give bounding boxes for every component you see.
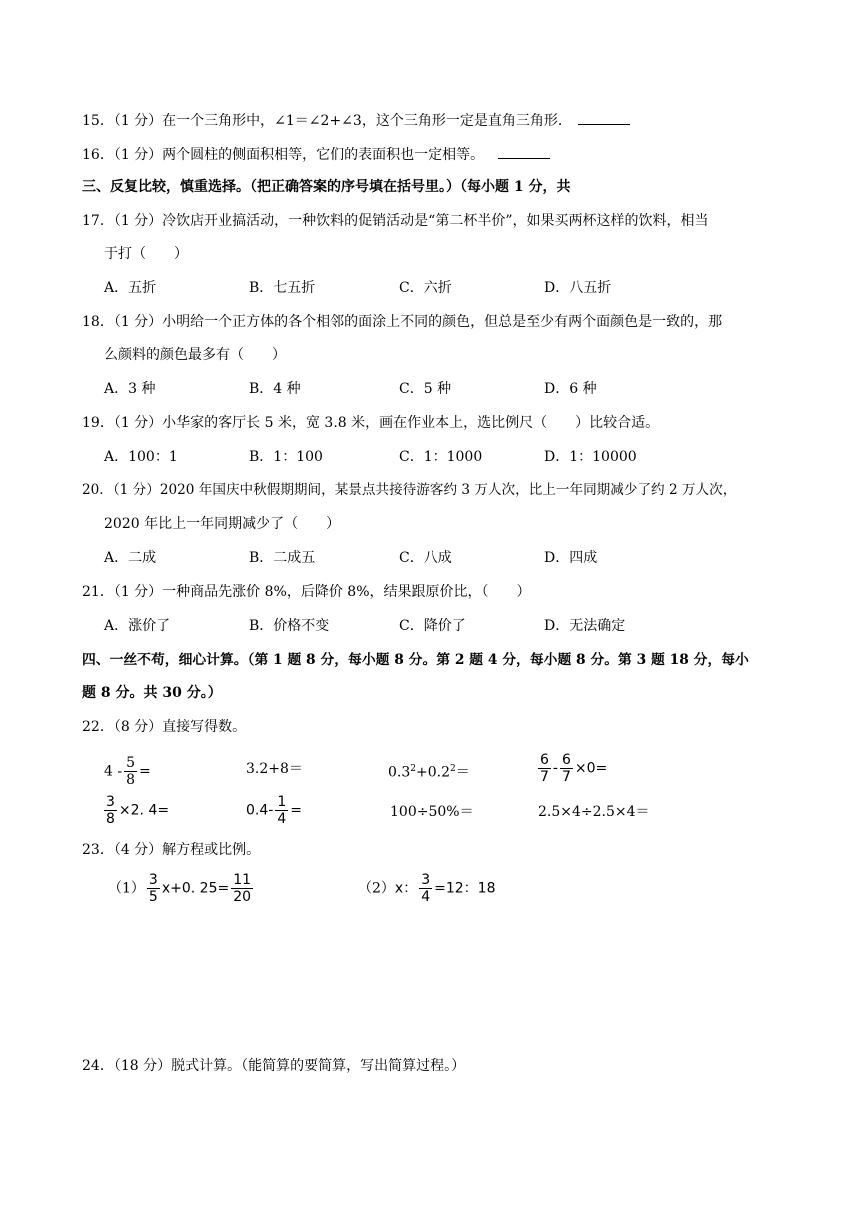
expr-5-post: ×2. 4=	[118, 802, 170, 819]
numerator: 3	[106, 794, 115, 810]
question-24: 24．（18 分）脱式计算。（能简算的要简算，写出简算过程。）	[82, 1058, 466, 1074]
expr-3-b: +0.2	[416, 764, 450, 781]
problem-2-label: （2）	[358, 880, 395, 897]
numerator: 6	[561, 752, 571, 768]
expr-7: 100÷50%＝	[390, 804, 474, 820]
question-21-options	[104, 616, 804, 636]
section-4-heading-line-1: 四、一丝不苟，细心计算。（第 1 题 8 分，每小题 8 分。第 2 题 4 分，每小题 8 分。第 3 题 18 分，每小	[82, 652, 749, 668]
option-b[interactable]: B．二成五	[249, 550, 316, 566]
option-d[interactable]: D．无法确定	[544, 618, 626, 634]
problem-1-mid: x+0. 25=	[161, 880, 230, 897]
exponent: 2	[410, 764, 416, 774]
section-3-heading: 三、反复比较，慎重选择。（把正确答案的序号填在括号里。）（每小题 1 分，共	[82, 179, 571, 195]
fraction	[275, 794, 288, 827]
option-b[interactable]: B．4 种	[249, 381, 301, 397]
expr-5	[102, 794, 169, 827]
option-a[interactable]: A．二成	[104, 550, 157, 566]
problem-2-pre: x：	[394, 880, 418, 897]
denominator: 20	[233, 889, 252, 905]
question-19-options	[104, 447, 804, 467]
section-4-heading-line-2: 题 8 分。共 30 分。）	[82, 685, 222, 701]
question-22-title: 22．（8 分）直接写得数。	[82, 719, 247, 735]
expr-3-a: 0.3	[388, 764, 411, 781]
expr-4-mid: -	[552, 760, 558, 777]
problem-1	[108, 872, 255, 905]
expr-2: 3.2+8＝	[246, 761, 303, 777]
denominator: 4	[277, 811, 287, 827]
numerator: 1	[277, 794, 287, 810]
question-19-line-1: 19．（1 分）小华家的客厅长 5 米，宽 3.8 米，画在作业本上，选比例尺（ ）比较合适。	[82, 415, 660, 431]
problem-1-label: （1）	[108, 880, 145, 897]
numerator: 3	[148, 872, 158, 888]
option-c[interactable]: C．六折	[399, 280, 452, 296]
option-d[interactable]: D．1：10000	[544, 449, 637, 465]
question-18-line-2: 么颜料的颜色最多有（ ）	[104, 347, 286, 363]
question-20-line-2: 2020 年比上一年同期减少了（ ）	[104, 516, 341, 532]
option-d[interactable]: D．四成	[544, 550, 598, 566]
denominator: 7	[561, 769, 571, 785]
option-a[interactable]: A．五折	[104, 280, 157, 296]
question-18-line-1: 18．（1 分）小明给一个正方体的各个相邻的面涂上不同的颜色，但总是至少有两个面颜色是一致的，那	[82, 314, 723, 330]
option-a[interactable]: A．3 种	[104, 381, 156, 397]
option-a[interactable]: A．100：1	[104, 449, 178, 465]
option-b[interactable]: B．七五折	[249, 280, 316, 296]
expr-8: 2.5×4÷2.5×4＝	[538, 804, 650, 820]
fraction	[104, 794, 117, 827]
denominator: 8	[106, 811, 115, 827]
option-d[interactable]: D．八五折	[544, 280, 612, 296]
question-17-options	[104, 278, 804, 298]
question-16-text: 16．（1 分）两个圆柱的侧面积相等，它们的表面积也一定相等。	[82, 147, 485, 163]
denominator: 7	[540, 769, 549, 785]
fraction	[560, 752, 573, 785]
option-a[interactable]: A．涨价了	[104, 618, 171, 634]
question-20-line-1: 20．（1 分）2020 年国庆中秋假期期间，某景点共接待游客约 3 万人次，比上一年同期减少了约 2 万人次，	[82, 482, 737, 498]
fraction	[147, 872, 160, 905]
numerator: 11	[233, 872, 252, 888]
option-d[interactable]: D．6 种	[544, 381, 597, 397]
question-15	[82, 110, 630, 131]
question-21-line-1: 21．（1 分）一种商品先涨价 8%，后降价 8%，结果跟原价比，（ ）	[82, 584, 531, 600]
expr-4-post: ×0=	[574, 760, 608, 777]
option-c[interactable]: C．八成	[399, 550, 452, 566]
question-18-options	[104, 379, 804, 399]
option-b[interactable]: B．1：100	[249, 449, 323, 465]
numerator: 3	[421, 872, 431, 888]
denominator: 8	[126, 772, 136, 788]
fraction	[538, 752, 551, 785]
expr-6-post: =	[290, 802, 302, 819]
expr-3-c: ＝	[455, 764, 470, 781]
question-15-text: 15．（1 分）在一个三角形中，∠1＝∠2+∠3，这个三角形一定是直角三角形．	[82, 113, 572, 129]
option-c[interactable]: C．降价了	[399, 618, 466, 634]
expr-1-post: =	[139, 763, 151, 780]
fraction	[124, 755, 137, 788]
answer-blank[interactable]	[578, 110, 630, 125]
exponent: 2	[450, 764, 456, 774]
expr-1-pre: 4 -	[104, 763, 123, 780]
option-c[interactable]: C．1：1000	[399, 449, 483, 465]
option-c[interactable]: C．5 种	[399, 381, 452, 397]
fraction	[231, 872, 253, 905]
answer-blank[interactable]	[498, 144, 550, 159]
denominator: 5	[148, 889, 158, 905]
expr-6-pre: 0.4-	[246, 802, 274, 819]
expr-3	[388, 759, 470, 783]
option-b[interactable]: B．价格不变	[249, 618, 330, 634]
question-16	[82, 144, 550, 165]
numerator: 6	[540, 752, 549, 768]
question-23-title: 23．（4 分）解方程或比例。	[82, 842, 261, 858]
problem-2	[358, 872, 496, 905]
problem-2-post: =12：18	[434, 880, 496, 897]
numerator: 5	[126, 755, 136, 771]
question-17-line-2: 于打（ ）	[104, 246, 188, 262]
question-17-line-1: 17．（1 分）冷饮店开业搞活动，一种饮料的促销活动是“第二杯半价”，如果买两杯这样的饮料，相当	[82, 213, 709, 229]
question-20-options	[104, 548, 804, 568]
expr-6	[246, 794, 302, 827]
expr-1	[104, 755, 151, 788]
denominator: 4	[421, 889, 431, 905]
expr-4	[536, 752, 607, 785]
fraction	[419, 872, 432, 905]
